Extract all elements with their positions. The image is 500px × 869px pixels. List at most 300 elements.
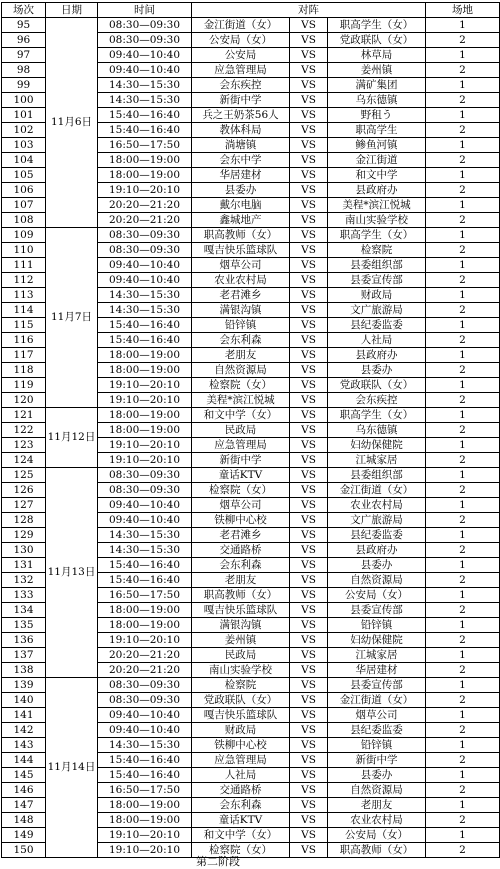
court-cell: 1	[426, 708, 500, 723]
time-cell: 18:00—19:00	[98, 408, 192, 423]
vs-cell: VS	[290, 228, 328, 243]
team-b-cell: 烟草公司	[328, 708, 426, 723]
team-a-cell: 铅锌镇	[192, 318, 290, 333]
team-a-cell: 检察院	[192, 678, 290, 693]
court-cell: 1	[426, 378, 500, 393]
team-a-cell: 交通路桥	[192, 783, 290, 798]
court-cell: 2	[426, 303, 500, 318]
team-b-cell: 职高学生（女）	[328, 408, 426, 423]
match-number-cell: 127	[2, 498, 46, 513]
team-a-cell: 满银沟镇	[192, 303, 290, 318]
team-a-cell: 和文中学（女）	[192, 408, 290, 423]
stage-label: 第二阶段	[196, 855, 240, 868]
vs-cell: VS	[290, 78, 328, 93]
court-cell: 1	[426, 558, 500, 573]
match-number-cell: 141	[2, 708, 46, 723]
team-b-cell: 美程*滨江悦城	[328, 198, 426, 213]
match-number-cell: 103	[2, 138, 46, 153]
court-cell: 2	[426, 513, 500, 528]
court-cell: 1	[426, 798, 500, 813]
time-cell: 18:00—19:00	[98, 603, 192, 618]
court-cell: 1	[426, 528, 500, 543]
team-b-cell: 鲹鱼河镇	[328, 138, 426, 153]
vs-cell: VS	[290, 273, 328, 288]
vs-cell: VS	[290, 33, 328, 48]
time-cell: 15:40—16:40	[98, 123, 192, 138]
team-b-cell: 妇幼保健院	[328, 438, 426, 453]
time-cell: 09:40—10:40	[98, 513, 192, 528]
court-cell: 2	[426, 393, 500, 408]
team-a-cell: 老君滩乡	[192, 528, 290, 543]
team-a-cell: 新街中学	[192, 93, 290, 108]
time-cell: 19:10—20:10	[98, 633, 192, 648]
vs-cell: VS	[290, 828, 328, 843]
vs-cell: VS	[290, 798, 328, 813]
court-cell: 2	[426, 363, 500, 378]
team-b-cell: 老朋友	[328, 798, 426, 813]
team-a-cell: 童话KTV	[192, 813, 290, 828]
time-cell: 14:30—15:30	[98, 93, 192, 108]
header-date: 日期	[46, 3, 98, 18]
match-number-cell: 142	[2, 723, 46, 738]
vs-cell: VS	[290, 588, 328, 603]
court-cell: 2	[426, 603, 500, 618]
team-a-cell: 铁柳中心校	[192, 738, 290, 753]
court-cell: 2	[426, 693, 500, 708]
match-number-cell: 139	[2, 678, 46, 693]
team-a-cell: 会东疾控	[192, 78, 290, 93]
team-b-cell: 金江街道	[328, 153, 426, 168]
match-number-cell: 116	[2, 333, 46, 348]
court-cell: 2	[426, 783, 500, 798]
team-a-cell: 鑫城地产	[192, 213, 290, 228]
team-b-cell: 县纪委监委	[328, 723, 426, 738]
time-cell: 08:30—09:30	[98, 483, 192, 498]
table-row	[2, 228, 500, 243]
court-cell: 1	[426, 828, 500, 843]
team-a-cell: 职高教师（女）	[192, 588, 290, 603]
court-cell: 2	[426, 63, 500, 78]
vs-cell: VS	[290, 213, 328, 228]
match-number-cell: 114	[2, 303, 46, 318]
time-cell: 15:40—16:40	[98, 573, 192, 588]
team-a-cell: 老君滩乡	[192, 288, 290, 303]
team-b-cell: 职高学生（女）	[328, 228, 426, 243]
vs-cell: VS	[290, 378, 328, 393]
match-number-cell: 119	[2, 378, 46, 393]
time-cell: 09:40—10:40	[98, 63, 192, 78]
time-cell: 14:30—15:30	[98, 738, 192, 753]
court-cell: 2	[426, 423, 500, 438]
team-a-cell: 和文中学（女）	[192, 828, 290, 843]
match-number-cell: 136	[2, 633, 46, 648]
team-b-cell: 财政局	[328, 288, 426, 303]
schedule-table	[1, 2, 500, 858]
vs-cell: VS	[290, 753, 328, 768]
time-cell: 15:40—16:40	[98, 108, 192, 123]
time-cell: 20:20—21:20	[98, 663, 192, 678]
time-cell: 08:30—09:30	[98, 678, 192, 693]
court-cell: 2	[426, 273, 500, 288]
vs-cell: VS	[290, 693, 328, 708]
time-cell: 08:30—09:30	[98, 18, 192, 33]
time-cell: 14:30—15:30	[98, 288, 192, 303]
time-cell: 19:10—20:10	[98, 843, 192, 858]
court-cell: 1	[426, 678, 500, 693]
team-a-cell: 会东中学	[192, 153, 290, 168]
time-cell: 15:40—16:40	[98, 768, 192, 783]
court-cell: 1	[426, 588, 500, 603]
court-cell: 1	[426, 318, 500, 333]
match-number-cell: 144	[2, 753, 46, 768]
team-a-cell: 应急管理局	[192, 753, 290, 768]
match-number-cell: 109	[2, 228, 46, 243]
court-cell: 2	[426, 93, 500, 108]
team-b-cell: 野租う	[328, 108, 426, 123]
vs-cell: VS	[290, 648, 328, 663]
vs-cell: VS	[290, 348, 328, 363]
court-cell: 1	[426, 108, 500, 123]
team-a-cell: 烟草公司	[192, 258, 290, 273]
team-b-cell: 县纪委监委	[328, 318, 426, 333]
team-b-cell: 会东疾控	[328, 393, 426, 408]
header-court: 场地	[426, 3, 500, 18]
match-number-cell: 108	[2, 213, 46, 228]
team-b-cell: 县委组织部	[328, 258, 426, 273]
vs-cell: VS	[290, 633, 328, 648]
vs-cell: VS	[290, 438, 328, 453]
date-cell: 11月6日	[46, 18, 98, 228]
team-a-cell: 华居建材	[192, 168, 290, 183]
court-cell: 2	[426, 483, 500, 498]
team-b-cell: 文广旅游局	[328, 303, 426, 318]
time-cell: 18:00—19:00	[98, 423, 192, 438]
team-b-cell: 人社局	[328, 333, 426, 348]
team-a-cell: 会东利森	[192, 333, 290, 348]
team-b-cell: 姜州镇	[328, 63, 426, 78]
team-a-cell: 嘎吉快乐篮球队	[192, 243, 290, 258]
court-cell: 1	[426, 438, 500, 453]
time-cell: 09:40—10:40	[98, 708, 192, 723]
vs-cell: VS	[290, 363, 328, 378]
match-number-cell: 102	[2, 123, 46, 138]
header-time: 时间	[98, 3, 192, 18]
match-number-cell: 121	[2, 408, 46, 423]
court-cell: 1	[426, 168, 500, 183]
header-matchup: 对阵	[192, 3, 426, 18]
court-cell: 1	[426, 198, 500, 213]
match-number-cell: 117	[2, 348, 46, 363]
vs-cell: VS	[290, 198, 328, 213]
vs-cell: VS	[290, 408, 328, 423]
match-number-cell: 135	[2, 618, 46, 633]
team-b-cell: 乌东德镇	[328, 423, 426, 438]
time-cell: 14:30—15:30	[98, 543, 192, 558]
team-b-cell: 江城家居	[328, 648, 426, 663]
time-cell: 08:30—09:30	[98, 243, 192, 258]
court-cell: 2	[426, 243, 500, 258]
vs-cell: VS	[290, 303, 328, 318]
team-b-cell: 县政府办	[328, 183, 426, 198]
team-a-cell: 党政联队（女）	[192, 693, 290, 708]
match-number-cell: 146	[2, 783, 46, 798]
vs-cell: VS	[290, 453, 328, 468]
time-cell: 09:40—10:40	[98, 273, 192, 288]
time-cell: 16:50—17:50	[98, 138, 192, 153]
court-cell: 1	[426, 498, 500, 513]
team-b-cell: 县委宣传部	[328, 678, 426, 693]
court-cell: 1	[426, 258, 500, 273]
team-a-cell: 县委办	[192, 183, 290, 198]
match-number-cell: 132	[2, 573, 46, 588]
team-a-cell: 会东利森	[192, 798, 290, 813]
vs-cell: VS	[290, 468, 328, 483]
team-a-cell: 应急管理局	[192, 63, 290, 78]
team-a-cell: 美程*滨江悦城	[192, 393, 290, 408]
vs-cell: VS	[290, 813, 328, 828]
match-number-cell: 123	[2, 438, 46, 453]
team-a-cell: 检察院（女）	[192, 843, 290, 858]
match-number-cell: 113	[2, 288, 46, 303]
team-b-cell: 铅锌镇	[328, 618, 426, 633]
team-a-cell: 农业农村局	[192, 273, 290, 288]
match-number-cell: 131	[2, 558, 46, 573]
team-b-cell: 华居建材	[328, 663, 426, 678]
time-cell: 16:50—17:50	[98, 588, 192, 603]
vs-cell: VS	[290, 63, 328, 78]
vs-cell: VS	[290, 108, 328, 123]
team-b-cell: 公安局（女）	[328, 588, 426, 603]
court-cell: 1	[426, 468, 500, 483]
team-b-cell: 县委办	[328, 558, 426, 573]
team-b-cell: 县委宣传部	[328, 273, 426, 288]
date-cell: 11月7日	[46, 228, 98, 408]
team-b-cell: 金江街道（女）	[328, 693, 426, 708]
match-number-cell: 104	[2, 153, 46, 168]
match-number-cell: 134	[2, 603, 46, 618]
court-cell: 2	[426, 213, 500, 228]
team-a-cell: 交通路桥	[192, 543, 290, 558]
court-cell: 2	[426, 333, 500, 348]
team-a-cell: 检察院（女）	[192, 378, 290, 393]
court-cell: 1	[426, 48, 500, 63]
time-cell: 19:10—20:10	[98, 378, 192, 393]
time-cell: 18:00—19:00	[98, 348, 192, 363]
team-a-cell: 民政局	[192, 423, 290, 438]
vs-cell: VS	[290, 243, 328, 258]
vs-cell: VS	[290, 843, 328, 858]
court-cell: 2	[426, 453, 500, 468]
time-cell: 18:00—19:00	[98, 363, 192, 378]
vs-cell: VS	[290, 618, 328, 633]
court-cell: 1	[426, 648, 500, 663]
vs-cell: VS	[290, 423, 328, 438]
team-a-cell: 铁柳中心校	[192, 513, 290, 528]
vs-cell: VS	[290, 138, 328, 153]
team-a-cell: 嘎吉快乐篮球队	[192, 603, 290, 618]
time-cell: 15:40—16:40	[98, 558, 192, 573]
match-number-cell: 125	[2, 468, 46, 483]
table-row	[2, 18, 500, 33]
team-a-cell: 检察院（女）	[192, 483, 290, 498]
time-cell: 19:10—20:10	[98, 828, 192, 843]
time-cell: 18:00—19:00	[98, 618, 192, 633]
match-number-cell: 110	[2, 243, 46, 258]
vs-cell: VS	[290, 123, 328, 138]
vs-cell: VS	[290, 723, 328, 738]
time-cell: 08:30—09:30	[98, 693, 192, 708]
match-number-cell: 143	[2, 738, 46, 753]
vs-cell: VS	[290, 18, 328, 33]
vs-cell: VS	[290, 498, 328, 513]
match-number-cell: 137	[2, 648, 46, 663]
team-b-cell: 南山实验学校	[328, 213, 426, 228]
vs-cell: VS	[290, 393, 328, 408]
match-number-cell: 118	[2, 363, 46, 378]
match-number-cell: 107	[2, 198, 46, 213]
match-number-cell: 120	[2, 393, 46, 408]
team-b-cell: 县政府办	[328, 543, 426, 558]
team-b-cell: 自然资源局	[328, 573, 426, 588]
team-a-cell: 老朋友	[192, 573, 290, 588]
vs-cell: VS	[290, 318, 328, 333]
team-a-cell: 姜州镇	[192, 633, 290, 648]
court-cell: 2	[426, 663, 500, 678]
match-number-cell: 129	[2, 528, 46, 543]
team-a-cell: 嘎吉快乐篮球队	[192, 708, 290, 723]
team-b-cell: 职高教师（女）	[328, 843, 426, 858]
date-cell: 11月12日	[46, 408, 98, 468]
time-cell: 18:00—19:00	[98, 168, 192, 183]
match-number-cell: 99	[2, 78, 46, 93]
schedule-body	[2, 18, 500, 858]
match-number-cell: 150	[2, 843, 46, 858]
vs-cell: VS	[290, 183, 328, 198]
match-number-cell: 122	[2, 423, 46, 438]
team-b-cell: 公安局（女）	[328, 828, 426, 843]
team-b-cell: 职高学生	[328, 123, 426, 138]
team-a-cell: 公安局	[192, 48, 290, 63]
team-b-cell: 农业农村局	[328, 813, 426, 828]
match-number-cell: 106	[2, 183, 46, 198]
court-cell: 2	[426, 183, 500, 198]
match-number-cell: 130	[2, 543, 46, 558]
match-number-cell: 133	[2, 588, 46, 603]
match-number-cell: 101	[2, 108, 46, 123]
court-cell: 1	[426, 768, 500, 783]
court-cell: 1	[426, 228, 500, 243]
team-b-cell: 文广旅游局	[328, 513, 426, 528]
time-cell: 18:00—19:00	[98, 153, 192, 168]
court-cell: 2	[426, 573, 500, 588]
vs-cell: VS	[290, 168, 328, 183]
match-number-cell: 148	[2, 813, 46, 828]
match-number-cell: 138	[2, 663, 46, 678]
team-a-cell: 淌塘镇	[192, 138, 290, 153]
time-cell: 14:30—15:30	[98, 303, 192, 318]
team-b-cell: 金江街道（女）	[328, 483, 426, 498]
court-cell: 2	[426, 723, 500, 738]
team-b-cell: 自然资源局	[328, 783, 426, 798]
team-a-cell: 满银沟镇	[192, 618, 290, 633]
team-b-cell: 铅锌镇	[328, 738, 426, 753]
vs-cell: VS	[290, 528, 328, 543]
court-cell: 1	[426, 618, 500, 633]
time-cell: 09:40—10:40	[98, 498, 192, 513]
vs-cell: VS	[290, 738, 328, 753]
court-cell: 2	[426, 753, 500, 768]
team-b-cell: 检察院	[328, 243, 426, 258]
time-cell: 08:30—09:30	[98, 468, 192, 483]
team-b-cell: 县纪委监委	[328, 528, 426, 543]
vs-cell: VS	[290, 768, 328, 783]
team-b-cell: 县政府办	[328, 348, 426, 363]
vs-cell: VS	[290, 483, 328, 498]
vs-cell: VS	[290, 288, 328, 303]
court-cell: 1	[426, 408, 500, 423]
team-a-cell: 兵之王奶茶56人	[192, 108, 290, 123]
court-cell: 2	[426, 633, 500, 648]
time-cell: 14:30—15:30	[98, 78, 192, 93]
vs-cell: VS	[290, 153, 328, 168]
header-match-number: 场次	[2, 3, 46, 18]
match-number-cell: 145	[2, 768, 46, 783]
team-a-cell: 会东利森	[192, 558, 290, 573]
team-b-cell: 县委宣传部	[328, 603, 426, 618]
team-b-cell: 县委组织部	[328, 468, 426, 483]
team-b-cell: 县委办	[328, 768, 426, 783]
vs-cell: VS	[290, 48, 328, 63]
time-cell: 19:10—20:10	[98, 453, 192, 468]
court-cell: 2	[426, 843, 500, 858]
team-a-cell: 戴尔电脑	[192, 198, 290, 213]
team-a-cell: 教体科局	[192, 123, 290, 138]
court-cell: 2	[426, 123, 500, 138]
court-cell: 1	[426, 138, 500, 153]
match-number-cell: 112	[2, 273, 46, 288]
time-cell: 19:10—20:10	[98, 393, 192, 408]
team-b-cell: 农业农村局	[328, 498, 426, 513]
match-number-cell: 105	[2, 168, 46, 183]
match-number-cell: 126	[2, 483, 46, 498]
time-cell: 08:30—09:30	[98, 33, 192, 48]
time-cell: 14:30—15:30	[98, 528, 192, 543]
team-a-cell: 金江街道（女）	[192, 18, 290, 33]
vs-cell: VS	[290, 603, 328, 618]
team-b-cell: 和文中学	[328, 168, 426, 183]
team-b-cell: 县委办	[328, 363, 426, 378]
court-cell: 1	[426, 78, 500, 93]
match-number-cell: 149	[2, 828, 46, 843]
time-cell: 09:40—10:40	[98, 723, 192, 738]
time-cell: 18:00—19:00	[98, 813, 192, 828]
vs-cell: VS	[290, 678, 328, 693]
team-a-cell: 老朋友	[192, 348, 290, 363]
team-b-cell: 江城家居	[328, 453, 426, 468]
match-number-cell: 97	[2, 48, 46, 63]
team-b-cell: 党政联队（女）	[328, 378, 426, 393]
match-number-cell: 115	[2, 318, 46, 333]
team-a-cell: 新街中学	[192, 453, 290, 468]
time-cell: 16:50—17:50	[98, 783, 192, 798]
team-a-cell: 烟草公司	[192, 498, 290, 513]
match-number-cell: 128	[2, 513, 46, 528]
time-cell: 08:30—09:30	[98, 228, 192, 243]
time-cell: 09:40—10:40	[98, 258, 192, 273]
court-cell: 2	[426, 153, 500, 168]
team-a-cell: 童话KTV	[192, 468, 290, 483]
match-number-cell: 98	[2, 63, 46, 78]
